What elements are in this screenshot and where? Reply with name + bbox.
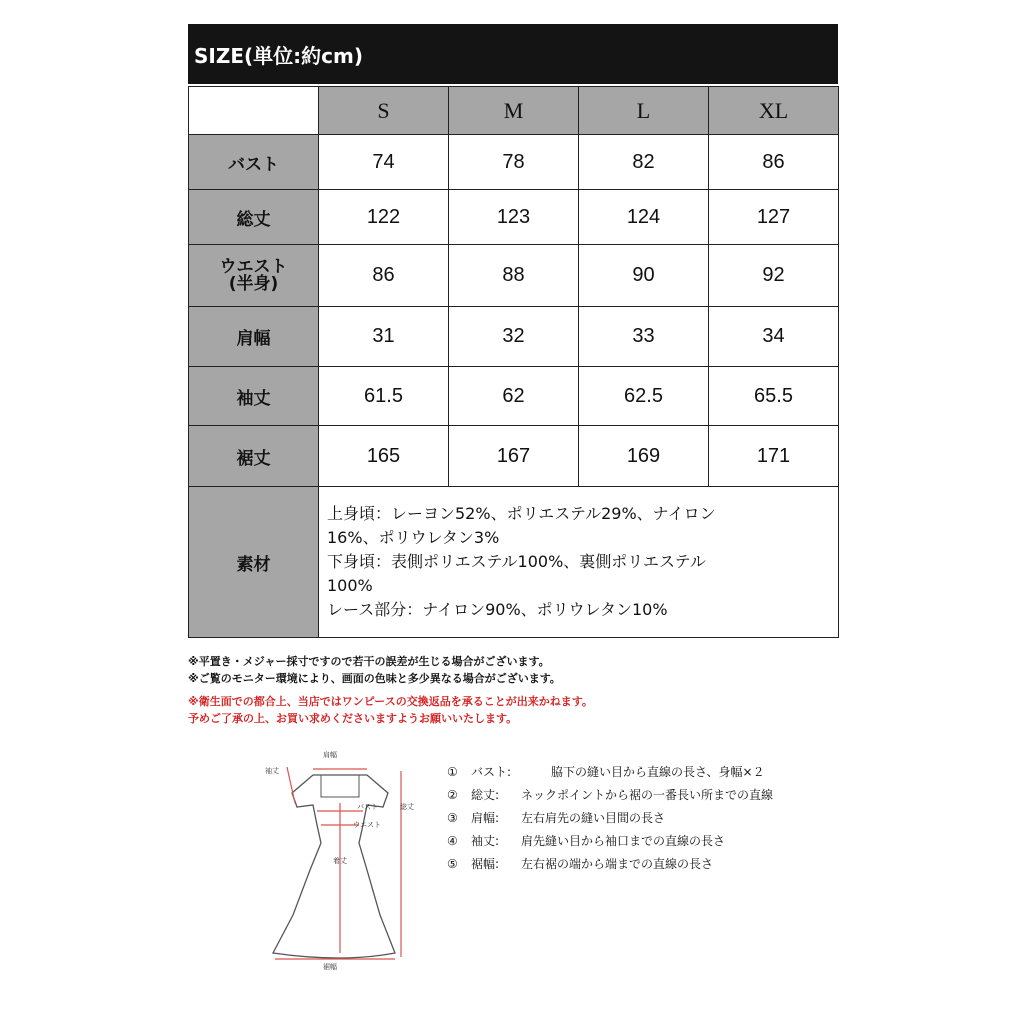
table-row bbox=[189, 245, 839, 307]
legend-item bbox=[447, 784, 773, 807]
legend-desc: 肩先縫い目から袖口までの直線の長さ bbox=[521, 834, 726, 848]
table-row bbox=[189, 307, 839, 367]
diagram-label-sleeve: 袖丈 bbox=[265, 767, 279, 775]
legend-number: ⑤ bbox=[447, 857, 458, 871]
table-cell: 82 bbox=[579, 135, 709, 190]
row-head-total-length: 総丈 bbox=[189, 190, 319, 245]
table-cell: 90 bbox=[579, 245, 709, 307]
table-cell: 65.5 bbox=[709, 367, 839, 426]
legend-desc: 脇下の縫い目から直線の長さ、身幅×２ bbox=[551, 765, 765, 779]
table-cell: 122 bbox=[319, 190, 449, 245]
table-cell: 32 bbox=[449, 307, 579, 367]
legend-label: 裾幅: bbox=[471, 857, 500, 871]
table-cell: 86 bbox=[319, 245, 449, 307]
table-cell: 62 bbox=[449, 367, 579, 426]
legend-desc: 左右肩先の縫い目間の長さ bbox=[521, 811, 666, 825]
material-cell bbox=[319, 487, 839, 638]
table-cell: 171 bbox=[709, 426, 839, 487]
col-head-l: L bbox=[579, 87, 709, 135]
sleeve-line-icon bbox=[287, 767, 295, 803]
table-cell: 33 bbox=[579, 307, 709, 367]
col-head-m: M bbox=[449, 87, 579, 135]
table-cell: 165 bbox=[319, 426, 449, 487]
legend-number: ① bbox=[447, 765, 458, 779]
row-head-material: 素材 bbox=[189, 487, 319, 638]
legend-label: 袖丈: bbox=[471, 834, 500, 848]
table-cell: 86 bbox=[709, 135, 839, 190]
notes bbox=[188, 653, 593, 727]
table-cell: 34 bbox=[709, 307, 839, 367]
col-head-s: S bbox=[319, 87, 449, 135]
waist-sublabel: (半身) bbox=[228, 273, 279, 294]
row-head-shoulder: 肩幅 bbox=[189, 307, 319, 367]
table-row bbox=[189, 426, 839, 487]
table-cell: 127 bbox=[709, 190, 839, 245]
table-cell: 167 bbox=[449, 426, 579, 487]
size-title-bar bbox=[188, 24, 838, 84]
legend-desc: ネックポイントから裾の一番長い所までの直線 bbox=[521, 788, 774, 802]
material-line: 16%、ポリウレタン3% bbox=[327, 528, 500, 547]
col-head-xl: XL bbox=[709, 87, 839, 135]
diagram-label-hem-length: 着丈 bbox=[333, 857, 347, 865]
legend-label: 総丈: bbox=[471, 788, 500, 802]
legend-label: 肩幅: bbox=[471, 811, 500, 825]
table-row bbox=[189, 135, 839, 190]
note-line: ※平置き・メジャー採寸ですので若干の誤差が生じる場合がございます。 bbox=[188, 655, 550, 668]
note-line-red: ※衛生面での都合上、当店ではワンピースの交換返品を承ることが出来かねます。 bbox=[188, 695, 593, 708]
row-head-waist bbox=[189, 245, 319, 307]
diagram-label-hem-width: 裾幅 bbox=[323, 963, 337, 970]
table-cell: 124 bbox=[579, 190, 709, 245]
diagram-label-waist: ウエスト bbox=[353, 821, 381, 829]
table-cell: 169 bbox=[579, 426, 709, 487]
table-cell: 62.5 bbox=[579, 367, 709, 426]
legend-number: ③ bbox=[447, 811, 458, 825]
legend-item bbox=[447, 853, 773, 876]
legend-item bbox=[447, 761, 773, 784]
legend-item bbox=[447, 807, 773, 830]
waist-label: ウエスト bbox=[219, 256, 288, 277]
material-line: 下身頃：表側ポリエステル100%、裏側ポリエステル bbox=[327, 552, 706, 571]
measurement-legend bbox=[447, 761, 773, 876]
material-line: レース部分：ナイロン90%、ポリウレタン10% bbox=[327, 600, 668, 619]
corner-cell bbox=[189, 87, 319, 135]
table-cell: 78 bbox=[449, 135, 579, 190]
legend-number: ② bbox=[447, 788, 458, 802]
table-row bbox=[189, 190, 839, 245]
row-head-sleeve: 袖丈 bbox=[189, 367, 319, 426]
material-line: 上身頃：レーヨン52%、ポリエステル29%、ナイロン bbox=[327, 504, 716, 523]
diagram-label-total-length: 総丈 bbox=[400, 803, 414, 811]
note-line-red: 予めご了承の上、お買い求めくださいますようお願いいたします。 bbox=[188, 712, 518, 725]
table-cell: 123 bbox=[449, 190, 579, 245]
legend-label: バスト: bbox=[471, 765, 512, 779]
table-cell: 92 bbox=[709, 245, 839, 307]
table-cell: 31 bbox=[319, 307, 449, 367]
table-row bbox=[189, 367, 839, 426]
legend-desc: 左右裾の端から端までの直線の長さ bbox=[521, 857, 714, 871]
dress-measurement-diagram bbox=[255, 745, 430, 970]
diagram-label-shoulder: 肩幅 bbox=[323, 751, 337, 759]
size-table bbox=[188, 86, 839, 638]
table-cell: 88 bbox=[449, 245, 579, 307]
header-row bbox=[189, 87, 839, 135]
material-row bbox=[189, 487, 839, 638]
material-line: 100% bbox=[327, 576, 373, 595]
diagram-label-bust: バスト bbox=[357, 803, 378, 811]
note-line: ※ご覧のモニター環境により、画面の色味と多少異なる場合がございます。 bbox=[188, 672, 561, 685]
legend-item bbox=[447, 830, 773, 853]
table-cell: 74 bbox=[319, 135, 449, 190]
legend-number: ④ bbox=[447, 834, 458, 848]
row-head-bust: バスト bbox=[189, 135, 319, 190]
row-head-hem: 裾丈 bbox=[189, 426, 319, 487]
size-title: SIZE(単位:約cm) bbox=[194, 43, 363, 68]
table-cell: 61.5 bbox=[319, 367, 449, 426]
